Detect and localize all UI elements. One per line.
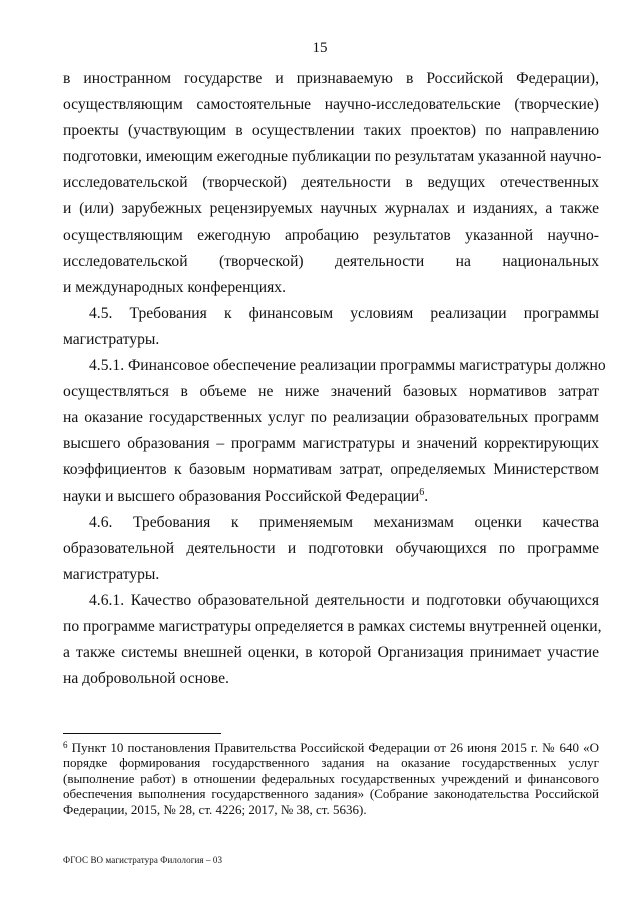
text-line: а также системы внешней оценки, в которой Организация принимает участие <box>63 644 599 662</box>
text-line: подготовки, имеющим ежегодные публикации по результатам указанной научно- <box>63 148 602 166</box>
text-line: в иностранном государстве и признаваемую в Российской Федерации), <box>63 70 599 87</box>
text-line: магистратуры. <box>63 330 160 348</box>
footnote <box>63 740 599 817</box>
text-line: на добровольной основе. <box>63 670 229 688</box>
text-line: проекты (участвующим в осуществлении таких проектов) по направлению <box>63 122 599 140</box>
page-number: 15 <box>312 40 328 56</box>
body-text <box>63 66 606 692</box>
text-line: науки и высшего образования Российской Федерации <box>63 487 420 505</box>
text-line: образовательной деятельности и подготовки обучающихся по программе <box>63 539 599 557</box>
section-heading-4-5: 4.5. Требования к финансовым условиям реализации программы <box>89 304 599 322</box>
paragraph-4-6-1: 4.6.1. Качество образовательной деятельности и подготовки обучающихся <box>89 591 599 609</box>
text-line: на оказание государственных услуг по реализации образовательных программ <box>63 409 599 427</box>
text-line: исследовательской (творческой) деятельности в ведущих отечественных <box>63 174 599 192</box>
text-line: и международных конференциях. <box>63 278 286 296</box>
text-line: коэффициентов к базовым нормативам затрат, определяемых Министерством <box>63 461 599 479</box>
text-line-with-footnote: науки и высшего образования Российской Федерации$^6$. <box>63 486 429 505</box>
section-heading-4-6: 4.6. Требования к применяемым механизмам оценки качества <box>89 513 599 531</box>
footnote-marker: 6 <box>63 740 68 750</box>
text-line: и (или) зарубежных рецензируемых научных журналах и изданиях, а также <box>63 200 599 218</box>
text-line: магистратуры. <box>63 565 160 583</box>
footnote-divider <box>63 733 221 734</box>
text-line: осуществляться в объеме не ниже значений базовых нормативов затрат <box>63 383 599 401</box>
footnote-text: Пункт 10 постановления Правительства Российской Федерации от 26 июня 2015 г. № 640 «О порядке формирования государственного задания на оказание государственных услуг (выполнение работ) в отношении федеральных государственных учреждений и финансового обеспечения выполнения государственного задания» (Собрание законодательства Российской Федерации, 2015, № 28, ст. 4226; 2017, № 38, ст. 5636). <box>63 740 599 817</box>
text-line: по программе магистратуры определяется в рамках системы внутренней оценки, <box>63 617 602 635</box>
text-line: осуществляющим ежегодную апробацию результатов указанной научно- <box>63 226 599 244</box>
document-footer: ФГОС ВО магистратура Филология – 03 <box>63 855 223 865</box>
text-line: осуществляющим самостоятельные научно-исследовательские (творческие) <box>63 96 599 114</box>
footnote-reference: 6 <box>419 486 425 498</box>
text-line: исследовательской (творческой) деятельности на национальных <box>63 252 599 270</box>
paragraph-4-5-1: 4.5.1. Финансовое обеспечение реализации программы магистратуры должно <box>89 357 606 375</box>
text-line: высшего образования – программ магистратуры и значений корректирующих <box>63 435 599 453</box>
